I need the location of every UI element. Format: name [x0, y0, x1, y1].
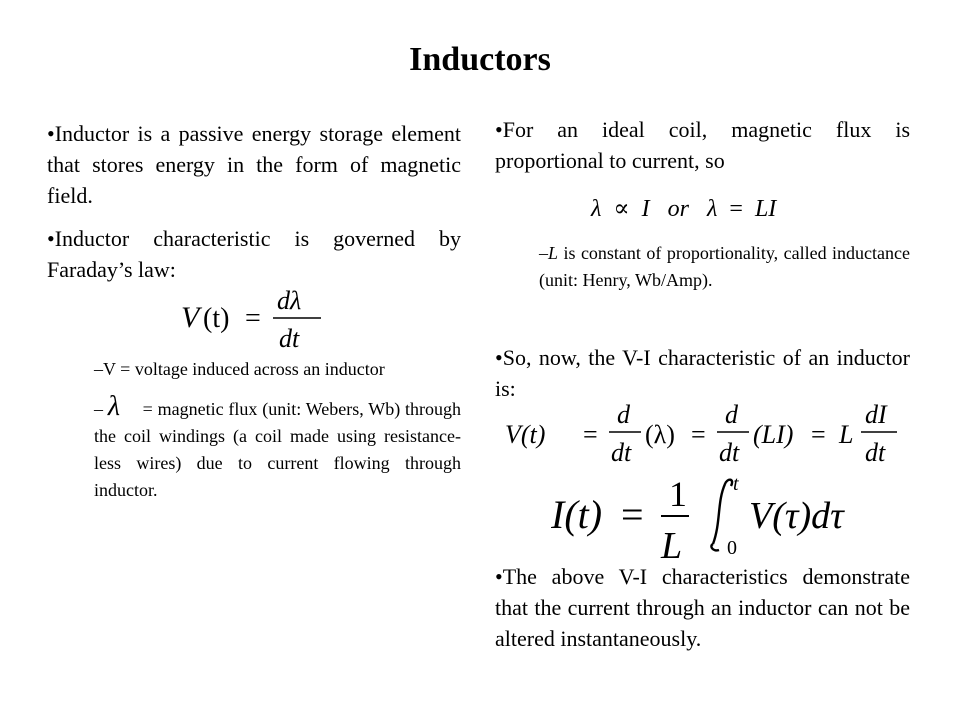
int-upper: t [733, 473, 739, 495]
prop-propto: ∝ [613, 196, 630, 222]
int-L: L [661, 525, 683, 562]
prop-lambda-1: λ [591, 196, 602, 222]
prop-lambda-2: λ [707, 196, 718, 222]
inductance-text: is constant of proportionality, called inductance (unit: Henry, Wb/Amp). [539, 243, 910, 290]
vi-lhs: V(t) [505, 420, 546, 449]
vi-d1: d [617, 400, 630, 429]
prop-equals: = [729, 196, 743, 222]
vi-arg1: (λ) [645, 420, 675, 449]
vi-eq1: = [583, 420, 598, 449]
sub-bullet-dash: – [94, 399, 103, 419]
bullet-ideal-coil: •For an ideal coil, magnetic flux is proportional to current, so [495, 117, 910, 173]
bullet-vi-characteristic: •So, now, the V-I characteristic of an inductor is: [495, 345, 910, 401]
eq-lhs-arg: (t) [203, 303, 230, 334]
eq-equals: = [245, 303, 261, 334]
vi-eq2: = [691, 420, 706, 449]
proportionality-equation [591, 194, 776, 224]
int-one: 1 [669, 474, 687, 514]
bullet-inductor-definition: •Inductor is a passive energy storage element that stores energy in the form of magnetic field. [47, 121, 461, 208]
vi-eq3: = [811, 420, 826, 449]
lambda-symbol: λ [107, 391, 120, 422]
sub-bullet-flux-text: = magnetic flux (unit: Webers, Wb) through the coil windings (a coil made using resistance-less wires) due to current flowing through inductor. [94, 399, 462, 500]
vi-derivative-equation [505, 399, 905, 467]
eq-lhs-v: V [181, 301, 200, 334]
left-sub-bullets [94, 356, 461, 504]
slide-title: Inductors [409, 41, 551, 78]
int-lower: 0 [727, 537, 737, 559]
bullet-conclusion: •The above V-I characteristics demonstrate that the current through an inductor can not be altered instantaneously. [495, 564, 910, 651]
int-equals: = [621, 492, 644, 537]
vi-d2: d [725, 400, 738, 429]
integral-equation [551, 472, 891, 562]
faraday-equation [179, 283, 329, 353]
vi-L: L [839, 420, 854, 449]
left-column [47, 118, 462, 500]
prop-LI: LI [754, 196, 777, 222]
vi-dt1: dt [611, 438, 632, 467]
vi-dI: dI [865, 400, 887, 429]
sub-bullet-flux [94, 393, 461, 504]
int-integrand: V(τ)dτ [749, 495, 844, 537]
prop-or: or [667, 196, 689, 222]
bullet-faraday-law: •Inductor characteristic is governed by Faraday’s law: [47, 226, 461, 282]
prop-I: I [641, 196, 650, 222]
vi-dt2: dt [719, 438, 740, 467]
eq-denominator: dt [279, 324, 300, 353]
sub-bullet-voltage: –V = voltage induced across an inductor [94, 359, 385, 379]
int-lhs: I(t) [551, 492, 603, 537]
sub-bullet-inductance: –L is constant of proportionality, called inductance (unit: Henry, Wb/Amp). [539, 243, 910, 290]
vi-arg2: (LI) [753, 420, 794, 449]
vi-dt3: dt [865, 438, 886, 467]
right-column [495, 114, 910, 714]
eq-numerator: dλ [277, 286, 302, 315]
inductance-L: L [548, 243, 559, 263]
